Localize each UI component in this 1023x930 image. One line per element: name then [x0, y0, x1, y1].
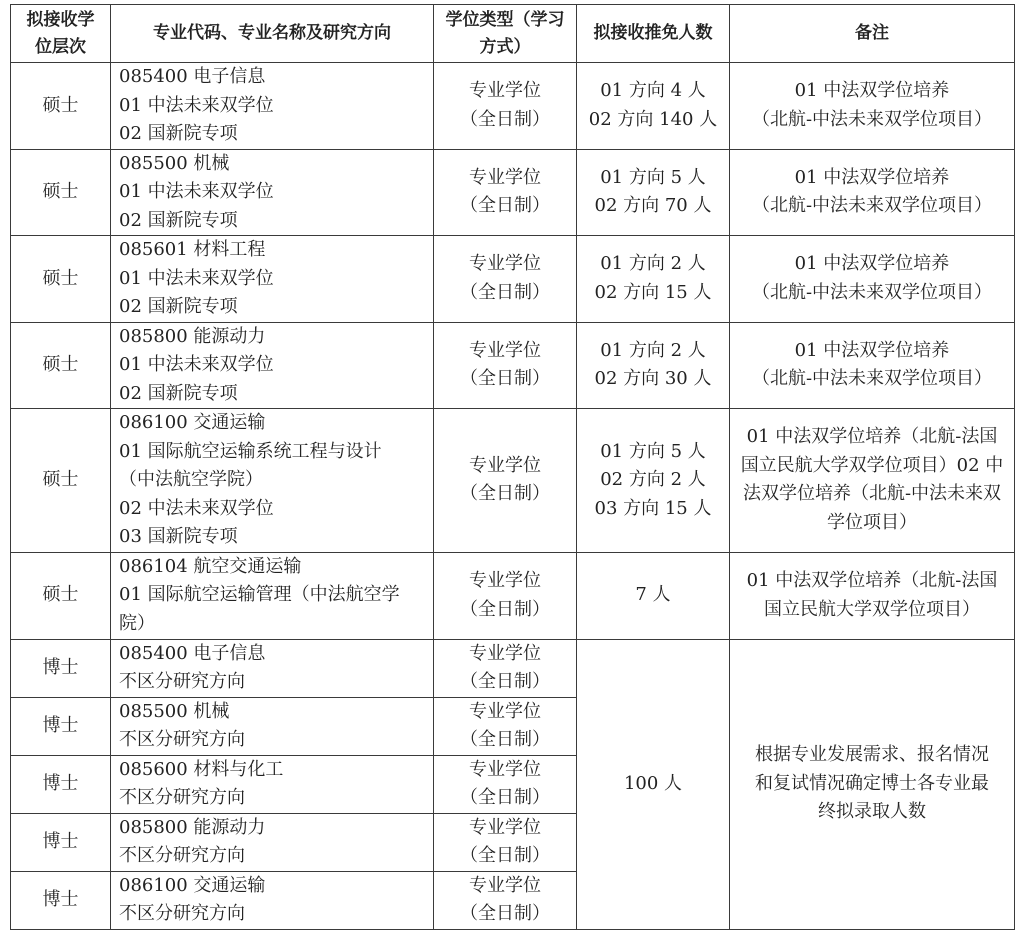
table-row: [11, 552, 1015, 639]
count-cell: [577, 322, 730, 409]
note-cell: 01 中法双学位培养（北航-法国国立民航大学双学位项目）: [730, 552, 1015, 639]
major-line: 085800 能源动力: [119, 816, 266, 838]
note-cell: 01 中法双学位培养（北航-法国国立民航大学双学位项目）02 中法双学位培养（北航-中法未来双学位项目）: [730, 409, 1015, 553]
major-line: 086104 航空交通运输: [119, 555, 302, 577]
degree-type-line: 专业学位: [469, 700, 541, 722]
degree-type-cell: [434, 409, 577, 553]
level-cell: 硕士: [11, 409, 111, 553]
degree-type-line: （全日制）: [460, 598, 550, 620]
degree-type-line: 专业学位: [469, 816, 541, 838]
header-note: 备注: [730, 5, 1015, 63]
note-cell: [730, 236, 1015, 323]
major-cell: [111, 755, 434, 813]
degree-type-cell: [434, 813, 577, 871]
note-cell: [730, 63, 1015, 150]
degree-type-line: 专业学位: [469, 874, 541, 896]
degree-type-line: （全日制）: [460, 281, 550, 303]
count-line: 01 方向 5 人: [600, 440, 706, 462]
major-cell: [111, 63, 434, 150]
major-line: 085400 电子信息: [119, 642, 266, 664]
degree-type-line: 专业学位: [469, 339, 541, 361]
degree-type-cell: [434, 552, 577, 639]
degree-type-cell: [434, 697, 577, 755]
level-cell: 博士: [11, 755, 111, 813]
major-line: 01 中法未来双学位: [119, 181, 274, 202]
degree-type-line: （全日制）: [460, 368, 550, 390]
degree-type-line: （全日制）: [460, 903, 550, 924]
count-line: 02 方向 30 人: [594, 368, 712, 390]
major-line: 02 国新院专项: [119, 382, 238, 404]
major-line: 02 国新院专项: [119, 209, 238, 231]
degree-type-line: （全日制）: [460, 671, 550, 692]
count-line: 01 方向 2 人: [600, 339, 706, 361]
level-cell: 博士: [11, 697, 111, 755]
count-line: 02 方向 70 人: [594, 195, 712, 217]
major-line: 不区分研究方向: [119, 787, 245, 808]
degree-type-cell: [434, 149, 577, 236]
major-line: 02 国新院专项: [119, 296, 238, 317]
degree-type-line: 专业学位: [469, 166, 541, 188]
major-line: 01 中法未来双学位: [119, 267, 274, 289]
major-cell: [111, 639, 434, 697]
count-cell: [577, 409, 730, 553]
major-line: 085500 机械: [119, 700, 230, 722]
major-line: 01 国际航空运输系统工程与设计: [119, 440, 382, 462]
degree-type-line: 专业学位: [469, 454, 541, 476]
major-line: 02 中法未来双学位: [119, 497, 274, 519]
note-line: 01 中法双学位培养: [794, 253, 950, 275]
count-cell: [577, 63, 730, 150]
header-major: 专业代码、专业名称及研究方向: [111, 5, 434, 63]
note-cell: [730, 149, 1015, 236]
degree-type-line: （全日制）: [460, 108, 550, 130]
degree-type-line: 专业学位: [469, 253, 541, 275]
note-line: 01 中法双学位培养: [794, 339, 950, 361]
degree-type-line: 专业学位: [469, 758, 541, 780]
header-row: [11, 5, 1015, 63]
major-line: 086100 交通运输: [119, 412, 266, 433]
level-cell: 博士: [11, 871, 111, 929]
major-line: 03 国新院专项: [119, 526, 238, 547]
phd-count-cell: 100 人: [577, 639, 730, 929]
level-cell: 博士: [11, 639, 111, 697]
degree-type-cell: [434, 63, 577, 150]
major-line: 086100 交通运输: [119, 874, 266, 896]
count-line: 01 方向 5 人: [600, 166, 706, 188]
note-line: （北航-中法未来双学位项目）: [751, 368, 993, 390]
major-line: 01 中法未来双学位: [119, 354, 274, 375]
major-line: 085500 机械: [119, 152, 230, 174]
table-row: [11, 409, 1015, 553]
major-cell: [111, 871, 434, 929]
major-line: 02 国新院专项: [119, 123, 238, 144]
note-line: （北航-中法未来双学位项目）: [751, 281, 993, 303]
level-cell: 硕士: [11, 552, 111, 639]
count-cell: [577, 552, 730, 639]
major-cell: [111, 552, 434, 639]
major-cell: [111, 322, 434, 409]
degree-type-line: （全日制）: [460, 483, 550, 505]
major-line: （中法航空学院）: [119, 469, 263, 490]
table-row: [11, 639, 1015, 697]
level-cell: 硕士: [11, 322, 111, 409]
major-cell: [111, 813, 434, 871]
count-line: 7 人: [635, 584, 671, 606]
major-line: 01 中法未来双学位: [119, 94, 274, 116]
count-cell: [577, 236, 730, 323]
major-cell: [111, 697, 434, 755]
major-line: 085600 材料与化工: [119, 758, 284, 780]
count-line: 02 方向 2 人: [600, 469, 706, 490]
count-line: 01 方向 2 人: [600, 253, 706, 275]
count-line: 02 方向 140 人: [588, 108, 718, 130]
major-line: 不区分研究方向: [119, 845, 245, 866]
major-line: 085601 材料工程: [119, 239, 266, 260]
degree-type-line: （全日制）: [460, 195, 550, 217]
level-cell: 博士: [11, 813, 111, 871]
degree-type-line: 专业学位: [469, 570, 541, 591]
note-line: （北航-中法未来双学位项目）: [751, 108, 993, 130]
count-line: 01 方向 4 人: [600, 80, 706, 102]
degree-type-line: （全日制）: [460, 845, 550, 866]
note-line: 01 中法双学位培养: [794, 166, 950, 188]
major-line: 不区分研究方向: [119, 729, 245, 750]
count-line: 03 方向 15 人: [594, 497, 712, 519]
major-cell: [111, 149, 434, 236]
phd-note-cell: 根据专业发展需求、报名情况和复试情况确定博士各专业最终拟录取人数: [730, 639, 1015, 929]
major-line: 085800 能源动力: [119, 325, 266, 347]
major-line: 01 国际航空运输管理（中法航空学院）: [119, 584, 400, 634]
note-line: 01 中法双学位培养: [794, 80, 950, 102]
header-level: 拟接收学位层次: [11, 5, 111, 63]
degree-type-line: 专业学位: [469, 80, 541, 102]
degree-type-cell: [434, 236, 577, 323]
degree-type-cell: [434, 322, 577, 409]
header-degree-type: 学位类型（学习方式）: [434, 5, 577, 63]
level-cell: 硕士: [11, 63, 111, 150]
note-line: （北航-中法未来双学位项目）: [751, 195, 993, 217]
header-count: 拟接收推免人数: [577, 5, 730, 63]
table-row: [11, 149, 1015, 236]
count-cell: [577, 149, 730, 236]
admission-table: [10, 4, 1015, 930]
degree-type-line: （全日制）: [460, 729, 550, 750]
note-cell: [730, 322, 1015, 409]
degree-type-line: （全日制）: [460, 787, 550, 808]
table-row: [11, 63, 1015, 150]
table-row: [11, 322, 1015, 409]
degree-type-cell: [434, 755, 577, 813]
major-line: 不区分研究方向: [119, 903, 245, 924]
degree-type-cell: [434, 871, 577, 929]
major-line: 085400 电子信息: [119, 66, 266, 87]
level-cell: 硕士: [11, 149, 111, 236]
level-cell: 硕士: [11, 236, 111, 323]
table-row: [11, 236, 1015, 323]
degree-type-line: 专业学位: [469, 642, 541, 664]
major-cell: [111, 236, 434, 323]
degree-type-cell: [434, 639, 577, 697]
major-line: 不区分研究方向: [119, 671, 245, 692]
major-cell: [111, 409, 434, 553]
count-line: 02 方向 15 人: [594, 281, 712, 303]
